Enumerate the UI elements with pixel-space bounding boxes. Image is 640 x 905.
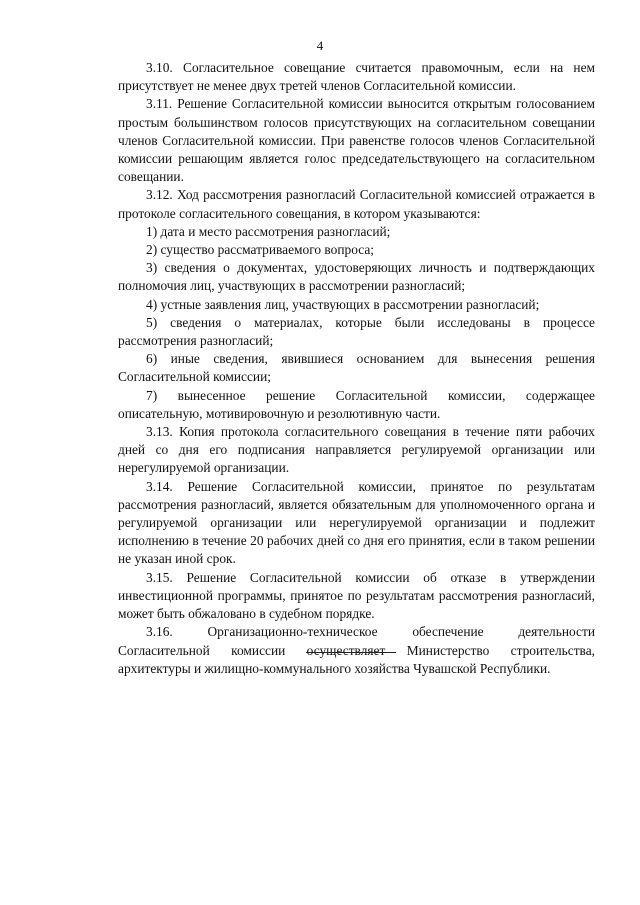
list-item-5: 5) сведения о материалах, которые были исследованы в процессе рассмотрения разногласий; bbox=[118, 314, 595, 349]
end-divider-line bbox=[306, 652, 396, 653]
paragraph-3-15: 3.15. Решение Согласительной комиссии об отказе в утверждении инвестиционной программы, принятое по результатам рассмотрения разногласий, может быть обжаловано в судебном порядке. bbox=[118, 569, 595, 622]
paragraph-3-10: 3.10. Согласительное совещание считается правомочным, если на нем присутствует не менее двух третей членов Согласительной комиссии. bbox=[118, 60, 595, 94]
list-item-7: 7) вынесенное решение Согласительной комиссии, содержащее описательную, мотивировочную и резолютивную части. bbox=[118, 387, 595, 421]
paragraph-3-12: 3.12. Ход рассмотрения разногласий Согласительной комиссией отражается в протоколе согласительного совещания, в котором указываются: bbox=[118, 187, 595, 221]
paragraph-3-16: 3.16. Организационно-техническое обеспечение деятельности Согласительной комиссии осуществляет Министерство строительства, архитектуры и жилищно-коммунального хозяйства Чувашской Республики. bbox=[118, 624, 595, 676]
list-item-3: 3) сведения о документах, удостоверяющих личность и подтверждающих полномочия лиц, участвующих в рассмотрении разногласий; bbox=[118, 260, 595, 294]
document-body bbox=[118, 59, 595, 678]
list-item-2: 2) существо рассматриваемого вопроса; bbox=[146, 242, 374, 258]
list-item-6: 6) иные сведения, явившиеся основанием для вынесения решения Согласительной комиссии; bbox=[118, 351, 595, 385]
paragraph-3-11: 3.11. Решение Согласительной комиссии выносится открытым голосованием простым большинством голосов присутствующих на согласительном совещании членов Согласительной комиссии. При равенстве голосов членов Согласительной комиссии решающим является голос председательствующего на согласительном совещании. bbox=[118, 96, 595, 185]
page-number: 4 bbox=[316, 38, 324, 53]
list-item-1: 1) дата и место рассмотрения разногласий; bbox=[146, 223, 391, 239]
paragraph-3-13: 3.13. Копия протокола согласительного совещания в течение пяти рабочих дней со дня его подписания направляется регулируемой организации или нерегулируемой организации. bbox=[118, 424, 595, 476]
list-item-4: 4) устные заявления лиц, участвующих в рассмотрении разногласий; bbox=[146, 296, 540, 312]
paragraph-3-14: 3.14. Решение Согласительной комиссии, принятое по результатам рассмотрения разногласий, является обязательным для уполномоченного органа и регулируемой организации или нерегулируемой организации и подлежит исполнению в течение 20 рабочих дней со дня его принятия, если в таком решении не указан иной срок. bbox=[118, 478, 595, 567]
